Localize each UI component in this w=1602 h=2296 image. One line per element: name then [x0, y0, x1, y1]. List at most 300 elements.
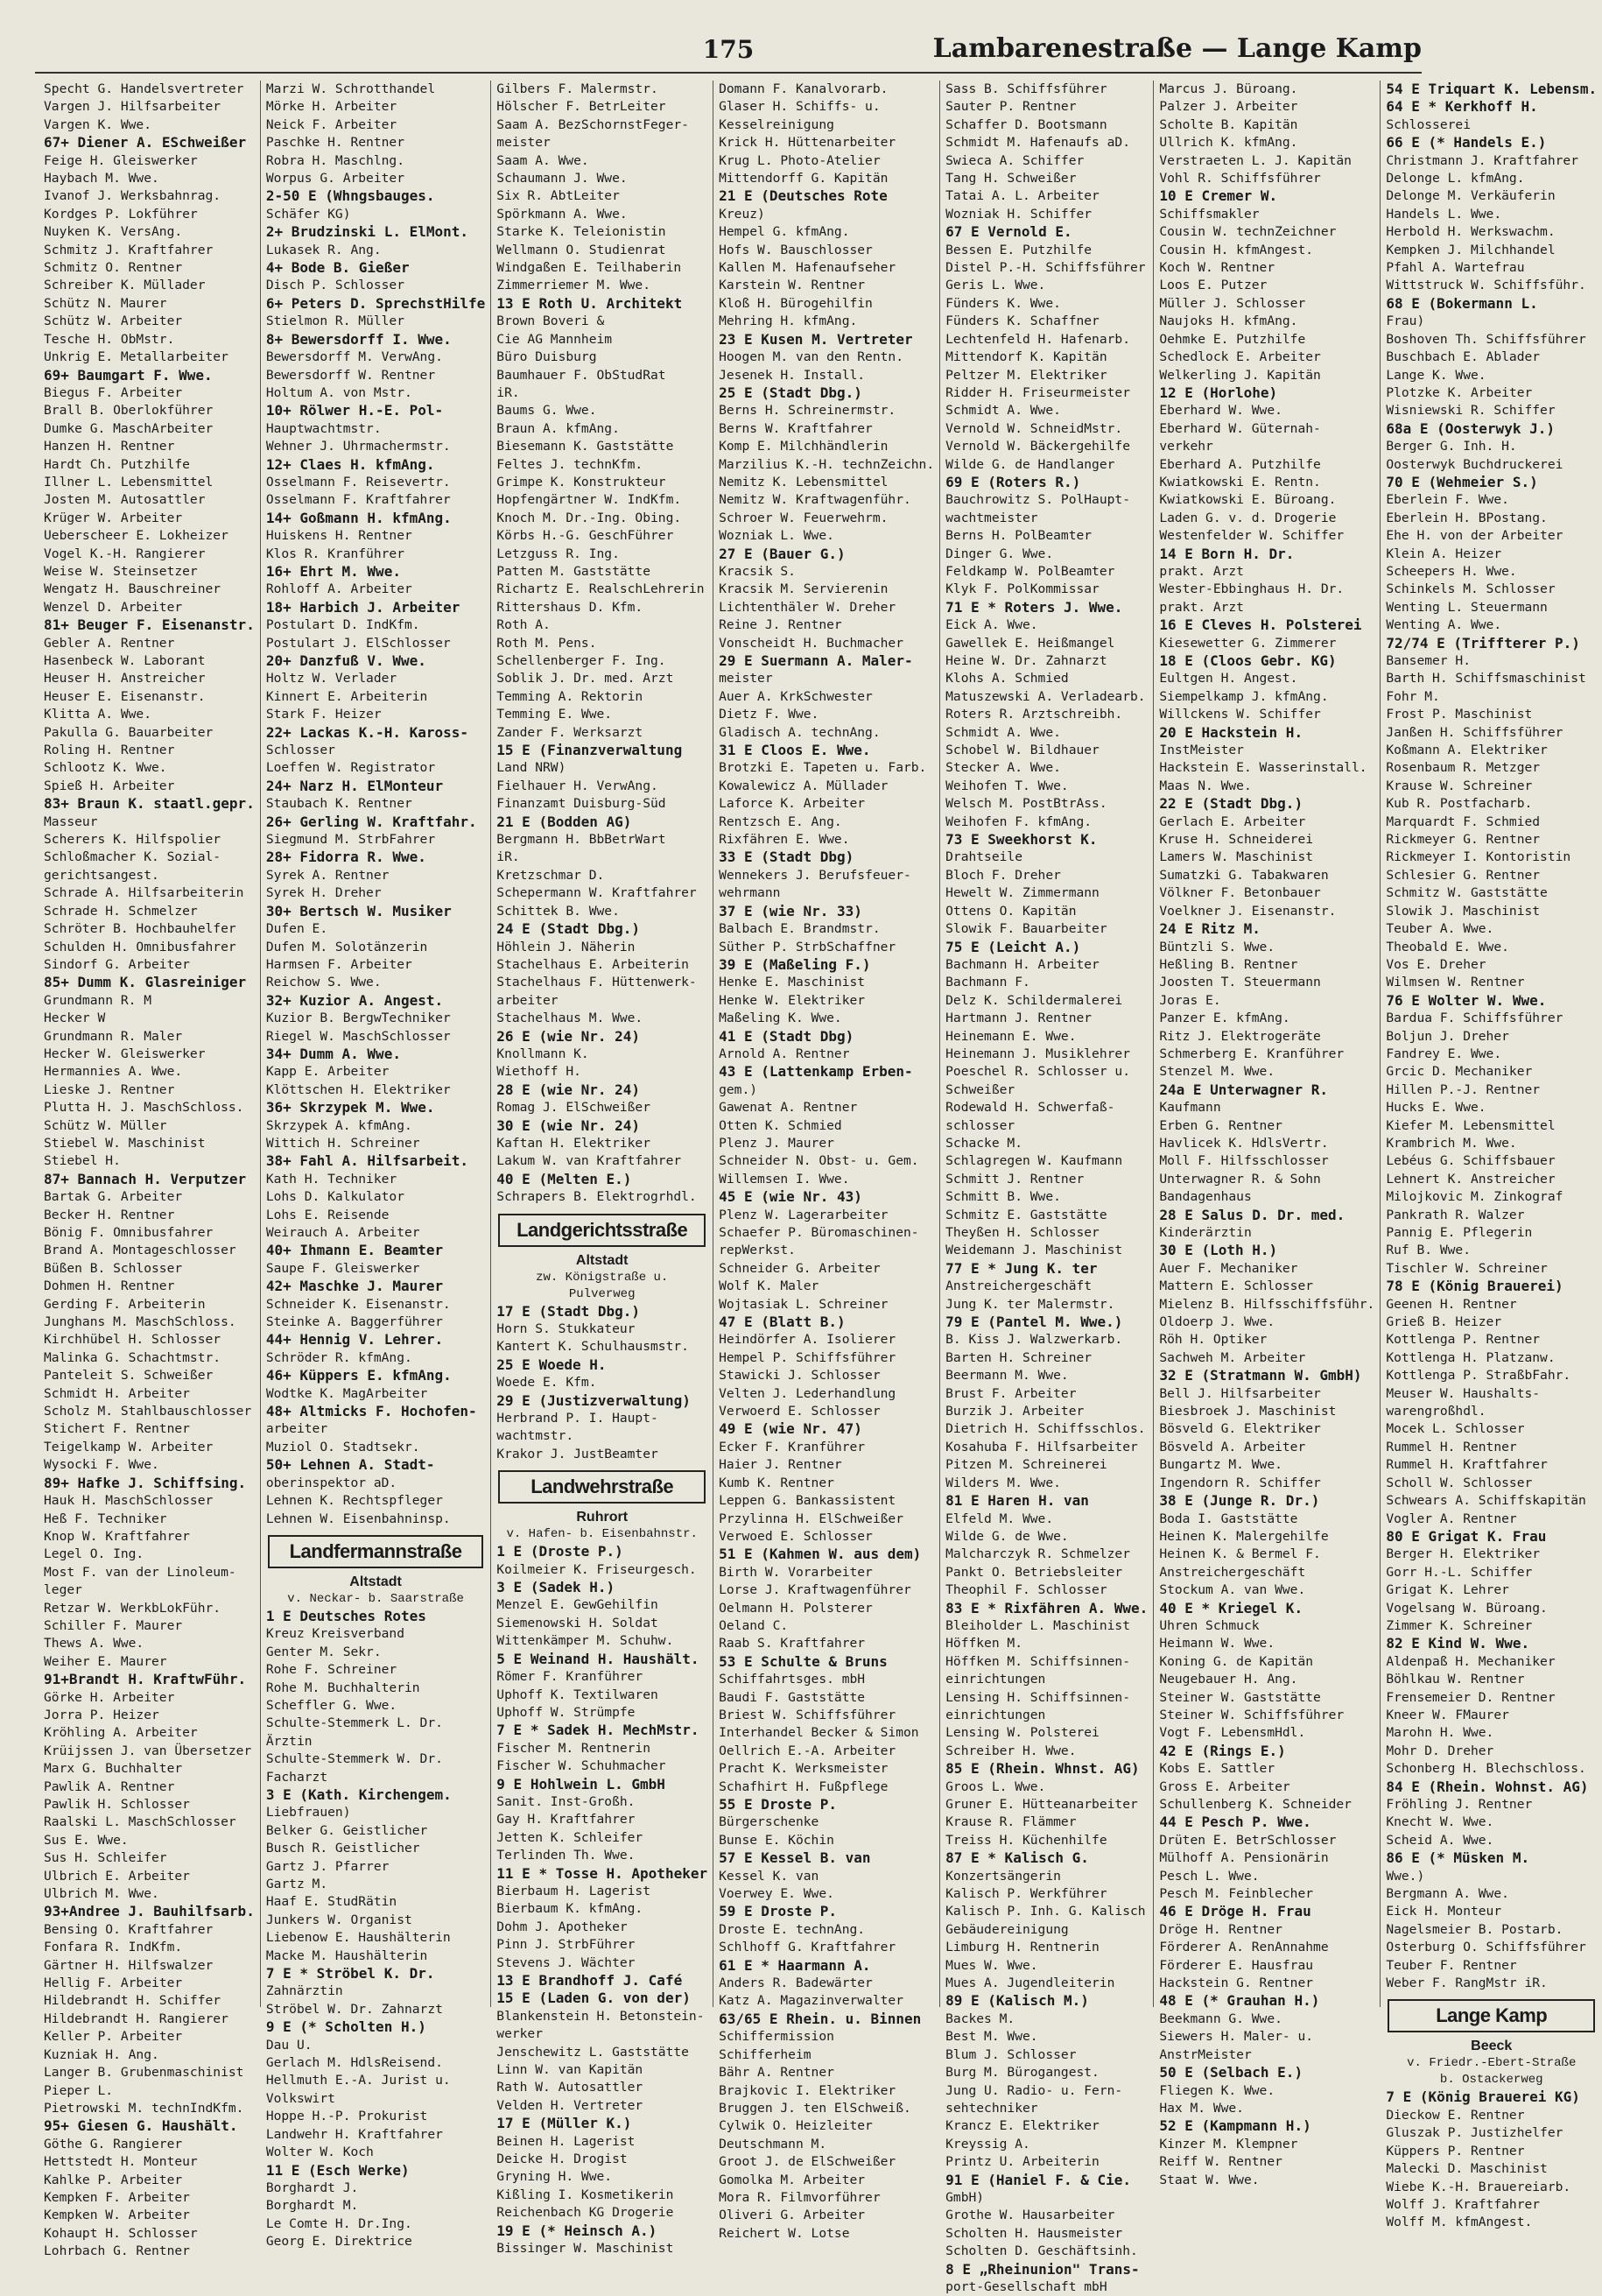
directory-entry: 28+ Fidorra R. Wwe.: [265, 849, 426, 866]
directory-entry: Swieca A. Schiffer: [945, 152, 1085, 168]
directory-entry: Malinka G. Schachtmstr.: [44, 1349, 221, 1365]
directory-entry: Burzik J. Arbeiter: [945, 1404, 1085, 1419]
directory-entry: Kaufmann: [1159, 1100, 1221, 1116]
directory-entry: Pfahl A. Wartefrau: [1386, 260, 1525, 276]
directory-entry: 63/65 E Rhein. u. Binnen: [719, 2010, 922, 2027]
directory-entry: Kohaupt H. Schlosser: [44, 2225, 198, 2241]
directory-entry: Facharzt: [265, 1769, 328, 1785]
directory-entry: 1 E Deutsches Rotes: [265, 1607, 426, 1624]
directory-entry: Tatai A. L. Arbeiter: [945, 188, 1100, 204]
directory-entry: Scholten D. Geschäftsinh.: [945, 2243, 1138, 2259]
directory-entry: Birth W. Vorarbeiter: [719, 1564, 873, 1580]
directory-entry: Brajkovic I. Elektriker: [719, 2082, 896, 2098]
directory-entry: Schmitt J. Rentner: [945, 1171, 1085, 1187]
directory-entry: Katz A. Magazinverwalter: [719, 1993, 903, 2009]
directory-entry: Biegus F. Arbeiter: [44, 384, 183, 400]
directory-entry: Lensing W. Polsterei: [945, 1725, 1100, 1741]
directory-entry: Temming A. Rektorin: [496, 688, 643, 704]
directory-entry: 44 E Pesch P. Wwe.: [1159, 1814, 1311, 1831]
directory-entry: B. Kiss J. Walzwerkarb.: [945, 1332, 1123, 1348]
directory-entry: Staubach K. Rentner: [265, 796, 412, 812]
directory-entry: Marohn H. Wwe.: [1386, 1725, 1494, 1741]
directory-entry: Ivanof J. Werksbahnrag.: [44, 188, 221, 204]
directory-entry: Mülhoff A. Pensionärin: [1159, 1850, 1329, 1866]
directory-entry: Bergmann H. BbBetrWart: [496, 832, 666, 848]
directory-entry: Burg M. Bürogangest.: [945, 2065, 1100, 2081]
directory-entry: Boda I. Gaststätte: [1159, 1511, 1298, 1526]
directory-entry: Feltes J. technKfm.: [496, 456, 643, 472]
directory-entry: Eberhard A. Putzhilfe: [1159, 456, 1321, 472]
directory-entry: Terlinden Th. Wwe.: [496, 1848, 636, 1863]
directory-entry: 7 E (König Brauerei KG): [1386, 2088, 1580, 2106]
directory-entry: Theophil F. Schlosser: [945, 1582, 1107, 1598]
directory-entry: Cousin H. kfmAngest.: [1159, 242, 1314, 257]
directory-entry: 33 E (Stadt Dbg): [719, 849, 854, 866]
directory-entry: Kallen M. Hafenaufseher: [719, 260, 896, 276]
directory-entry: Böhlkau W. Rentner: [1386, 1672, 1525, 1687]
directory-entry: Cie AG Mannheim: [496, 331, 613, 347]
directory-entry: Müller J. Schlosser: [1159, 295, 1306, 311]
directory-entry: Tang H. Schweißer: [945, 171, 1077, 187]
directory-entry: 84 E (Rhein. Wohnst. AG): [1386, 1778, 1589, 1795]
directory-entry: Liebenow E. Haushälterin: [265, 1930, 451, 1946]
directory-entry: Herbold H. Werkswachm.: [1386, 224, 1556, 240]
directory-entry: Ritz J. Elektrogeräte: [1159, 1028, 1321, 1044]
directory-entry: Boljun J. Dreher: [1386, 1028, 1509, 1044]
directory-entry: Schröter B. Hochbauhelfer: [44, 921, 236, 937]
directory-entry: Backes M.: [945, 2011, 1015, 2026]
directory-entry: Weise W. Steinsetzer: [44, 563, 198, 579]
directory-entry: Vargen J. Hilfsarbeiter: [44, 99, 221, 115]
directory-entry: Scheepers H. Wwe.: [1386, 563, 1517, 579]
directory-entry: Höffken M. Schiffsinnen-: [945, 1653, 1130, 1669]
directory-entry: Jung K. ter Malermstr.: [945, 1296, 1115, 1312]
directory-entry: 30 E (Loth H.): [1159, 1242, 1278, 1259]
directory-entry: Ullrich K. kfmAng.: [1159, 135, 1298, 151]
directory-entry: Schiffermission: [719, 2029, 834, 2045]
directory-entry: Klein A. Heizer: [1386, 546, 1502, 561]
directory-entry: Delonge M. Verkäuferin: [1386, 188, 1556, 204]
directory-entry: Gerding F. Arbeiterin: [44, 1296, 206, 1312]
column-5: [939, 81, 1153, 2294]
directory-entry: 13 E Brandhoff J. Café: [496, 1972, 683, 1989]
directory-entry: Römer F. Kranführer: [496, 1669, 643, 1685]
directory-entry: Pankt O. Betriebsleiter: [945, 1564, 1123, 1580]
directory-entry: Pracht K. Werksmeister: [719, 1761, 889, 1777]
directory-entry: Klos R. Kranführer: [265, 546, 404, 561]
directory-entry: Junghans M. MaschSchloss.: [44, 1314, 236, 1330]
directory-entry: Kosahuba F. Hilfsarbeiter: [945, 1439, 1138, 1454]
directory-entry: 11 E * Tosse H. Apotheker: [496, 1864, 708, 1882]
directory-entry: Schmidt M. Hafenaufs aD.: [945, 135, 1130, 151]
directory-entry: 79 E (Pantel M. Wwe.): [945, 1314, 1123, 1331]
directory-entry: 43 E (Lattenkamp Erben-: [719, 1063, 913, 1081]
directory-entry: Bell J. Hilfsarbeiter: [1159, 1385, 1321, 1401]
directory-entry: Kretzschmar D.: [496, 867, 605, 883]
directory-entry: Hermannies A. Wwe.: [44, 1064, 183, 1080]
directory-entry: Klöttschen H. Elektriker: [265, 1081, 451, 1097]
directory-entry: Stevens J. Wächter: [496, 1954, 636, 1970]
directory-entry: InstMeister: [1159, 743, 1244, 758]
directory-entry: Junkers W. Organist: [265, 1912, 412, 1927]
directory-entry: Berns H. PolBeamter: [945, 528, 1093, 544]
directory-entry: Pawlik A. Rentner: [44, 1778, 175, 1794]
directory-entry: Schittek B. Wwe.: [496, 903, 620, 919]
directory-entry: Wenting L. Steuermann: [1386, 599, 1548, 615]
directory-entry: Beinen H. Lagerist: [496, 2133, 636, 2149]
directory-entry: 59 E Droste P.: [719, 1903, 837, 1920]
directory-entry: Borghardt M.: [265, 2198, 359, 2214]
directory-entry: 22 E (Stadt Dbg.): [1159, 795, 1303, 813]
directory-entry: Specht G. Handelsvertreter: [44, 81, 244, 96]
directory-entry: Best M. Wwe.: [945, 2029, 1038, 2045]
directory-entry: Klyk F. PolKommissar: [945, 581, 1100, 597]
directory-entry: Schmidt H. Arbeiter: [44, 1385, 190, 1401]
directory-entry: 54 E Triquart K. Lebensm.: [1386, 81, 1598, 97]
directory-entry: Loos E. Putzer: [1159, 278, 1268, 293]
directory-entry: Nemitz W. Kraftwagenführ.: [719, 492, 911, 508]
directory-entry: Ecker F. Kranführer: [719, 1439, 866, 1454]
directory-entry: 19 E (* Heinsch A.): [496, 2222, 657, 2239]
directory-entry: Brotzki E. Tapeten u. Farb.: [719, 760, 927, 776]
directory-entry: 72/74 E (Triffterer P.): [1386, 634, 1580, 651]
directory-entry: 38 E (Junge R. Dr.): [1159, 1492, 1320, 1510]
directory-entry: Gomolka M. Arbeiter: [719, 2172, 866, 2187]
directory-entry: Dieckow E. Rentner: [1386, 2107, 1525, 2123]
directory-entry: Hax M. Wwe.: [1159, 2100, 1244, 2116]
directory-entry: Richartz E. RealschLehrerin: [496, 581, 705, 597]
directory-entry: 25 E Woede H.: [496, 1356, 607, 1373]
directory-entry: Boshoven Th. Schiffsführer: [1386, 331, 1586, 347]
directory-entry: Koning G. de Kapitän: [1159, 1653, 1314, 1669]
directory-entry: Kreuz): [719, 206, 765, 222]
directory-entry: Krüijssen J. van Übersetzer: [44, 1743, 252, 1758]
directory-entry: Zahnärztin: [265, 1983, 343, 1999]
directory-entry: Kesselreinigung: [719, 116, 834, 132]
directory-entry: Biesemann K. Gaststätte: [496, 439, 674, 454]
directory-entry: Konzertsängerin: [945, 1868, 1061, 1884]
directory-entry: Grimpe K. Konstrukteur: [496, 474, 666, 489]
directory-entry: Six R. AbtLeiter: [496, 188, 620, 204]
directory-entry: Mues A. Jugendleiterin: [945, 1976, 1115, 1991]
directory-entry: Hewelt W. Zimmermann: [945, 885, 1100, 901]
directory-entry: Vogelsang W. Büroang.: [1386, 1600, 1548, 1616]
directory-entry: Bandagenhaus: [1159, 1189, 1252, 1205]
directory-entry: Schulden H. Omnibusfahrer: [44, 939, 236, 954]
directory-entry: Rummel H. Rentner: [1386, 1439, 1517, 1454]
directory-entry: Nemitz K. Lebensmittel: [719, 474, 889, 489]
directory-entry: Kub R. Postfacharb.: [1386, 796, 1533, 812]
directory-entry: 27 E (Bauer G.): [719, 545, 846, 562]
directory-entry: 26+ Gerling W. Kraftfahr.: [265, 813, 477, 830]
directory-entry: Syrek H. Dreher: [265, 885, 382, 901]
directory-entry: Kißling I. Kosmetikerin: [496, 2187, 674, 2202]
directory-entry: Vogel K.-H. Rangierer: [44, 546, 206, 561]
directory-entry: Mohr D. Dreher: [1386, 1743, 1494, 1758]
column-7: [1380, 81, 1602, 2230]
directory-entry: Bissinger W. Maschinist: [496, 2241, 674, 2257]
directory-entry: Jenschewitz L. Gaststätte: [496, 2044, 689, 2060]
column-6: [1153, 81, 1380, 2187]
directory-entry: Grundmann R. Maler: [44, 1028, 183, 1044]
directory-entry: Holtum A. von Mstr.: [265, 384, 412, 400]
directory-entry: Siempelkamp J. kfmAng.: [1159, 688, 1329, 704]
directory-entry: Land NRW): [496, 760, 566, 776]
directory-entry: Krakor J. JustBeamter: [496, 1446, 658, 1461]
directory-entry: Unterwagner R. & Sohn: [1159, 1171, 1321, 1187]
directory-entry: Eick A. Wwe.: [945, 617, 1038, 633]
directory-entry: Kneer W. FMaurer: [1386, 1707, 1509, 1722]
directory-entry: Hellig F. Arbeiter: [44, 1976, 183, 1991]
directory-entry: Höhlein J. Näherin: [496, 939, 636, 954]
directory-entry: 55 E Droste P.: [719, 1796, 837, 1813]
directory-entry: Vogler A. Rentner: [1386, 1511, 1517, 1526]
directory-entry: Brand A. Montageschlosser: [44, 1243, 236, 1258]
directory-entry: Uphoff W. Strümpfe: [496, 1704, 636, 1720]
directory-entry: Reichenbach KG Drogerie: [496, 2205, 674, 2221]
directory-entry: Pietrowski M. technIndKfm.: [44, 2100, 244, 2116]
directory-entry: Kobs E. Sattler: [1159, 1761, 1275, 1777]
directory-entry: Verstraeten L. J. Kapitän: [1159, 152, 1352, 168]
directory-entry: Gryning H. Wwe.: [496, 2169, 613, 2185]
directory-entry: Kiefer M. Lebensmittel: [1386, 1117, 1556, 1133]
directory-entry: Heimann W. Wwe.: [1159, 1636, 1275, 1652]
directory-entry: Heß F. Techniker: [44, 1511, 167, 1526]
directory-entry: Schreiber K. Müllader: [44, 278, 206, 293]
directory-entry: Maßeling K. Wwe.: [719, 1011, 842, 1026]
directory-entry: 7 E * Sadek H. MechMstr.: [496, 1722, 699, 1739]
directory-entry: 53 E Schulte & Bruns: [719, 1652, 888, 1670]
directory-entry: Frost P. Maschinist: [1386, 707, 1533, 722]
directory-entry: Weirauch A. Arbeiter: [265, 1225, 420, 1240]
directory-entry: Rosenbaum R. Metzger: [1386, 760, 1541, 776]
directory-entry: Stockum A. van Wwe.: [1159, 1582, 1306, 1598]
directory-entry: Görke H. Arbeiter: [44, 1689, 175, 1705]
directory-entry: Bansemer H.: [1386, 653, 1471, 668]
directory-entry: 25 E (Stadt Dbg.): [719, 384, 862, 401]
directory-entry: Hecker W: [44, 1011, 106, 1026]
directory-entry: Rittershaus D. Kfm.: [496, 599, 643, 615]
directory-entry: Schmidt A. Wwe.: [945, 403, 1061, 419]
directory-entry: Wenzel D. Arbeiter: [44, 599, 183, 615]
directory-entry: Scheid A. Wwe.: [1386, 1832, 1494, 1848]
directory-entry: Sindorf G. Arbeiter: [44, 956, 190, 972]
directory-entry: einrichtungen: [945, 1672, 1046, 1687]
directory-entry: Lehnen W. Eisenbahninsp.: [265, 1511, 451, 1526]
directory-entry: Busch R. Geistlicher: [265, 1841, 420, 1856]
directory-entry: Hölscher F. BetrLeiter: [496, 99, 666, 115]
directory-entry: Auer F. Mechaniker: [1159, 1260, 1298, 1276]
directory-entry: Gartz J. Pfarrer: [265, 1858, 390, 1874]
directory-entry: Hellmuth E.-A. Jurist u.: [265, 2073, 451, 2088]
directory-entry: 31 E Cloos E. Wwe.: [719, 742, 871, 759]
directory-entry: Krug L. Photo-Atelier: [719, 152, 881, 168]
directory-entry: Körbs H.-G. GeschFührer: [496, 528, 674, 544]
directory-entry: 76 E Wolter W. Wwe.: [1386, 991, 1547, 1009]
directory-entry: Heinen K. & Bermel F.: [1159, 1546, 1321, 1562]
directory-entry: Plenz J. Maurer: [719, 1135, 834, 1151]
directory-entry: Ridder H. Friseurmeister: [945, 384, 1130, 400]
directory-entry: Eick H. Monteur: [1386, 1904, 1502, 1919]
directory-entry: Treiss H. Küchenhilfe: [945, 1832, 1107, 1848]
directory-entry: Gerlach E. Arbeiter: [1159, 813, 1306, 829]
directory-entry: Barth H. Schiffsmaschinist: [1386, 671, 1586, 687]
directory-entry: Cousin W. technZeichner: [1159, 224, 1337, 240]
directory-entry: Plotzke K. Arbeiter: [1386, 384, 1533, 400]
directory-entry: Osselmann F. Reisevertr.: [265, 474, 451, 489]
directory-entry: Oellrich E.-A. Arbeiter: [719, 1743, 896, 1758]
street-course: b. Ostackerweg: [1439, 2073, 1543, 2088]
directory-entry: Lange K. Wwe.: [1386, 367, 1486, 383]
directory-entry: Auer A. KrkSchwester: [719, 688, 873, 704]
directory-entry: Nuyken K. VersAng.: [44, 224, 183, 240]
directory-entry: Lechtenfeld H. Hafenarb.: [945, 331, 1130, 347]
directory-entry: 30 E (wie Nr. 24): [496, 1116, 641, 1134]
directory-entry: Bruggen J. ten ElSchweiß.: [719, 2100, 911, 2116]
directory-entry: 41 E (Stadt Dbg): [719, 1027, 854, 1045]
directory-entry: 69+ Baumgart F. Wwe.: [44, 366, 213, 384]
directory-entry: Wennekers J. Berufsfeuer-: [719, 867, 911, 883]
street-heading: Landwehrstraße: [498, 1470, 706, 1504]
directory-entry: Rohe M. Buchhalterin: [265, 1680, 420, 1695]
directory-entry: Menzel E. GewGehilfin: [496, 1597, 658, 1613]
directory-entry: Worpus G. Arbeiter: [265, 171, 404, 187]
directory-entry: Förderer E. Hausfrau: [1159, 1957, 1314, 1973]
directory-entry: Hopfengärtner W. IndKfm.: [496, 492, 682, 508]
directory-entry: Sanit. Inst-Großh.: [496, 1793, 636, 1809]
directory-entry: 16+ Ehrt M. Wwe.: [265, 562, 401, 580]
directory-entry: Drüten E. BetrSchlosser: [1159, 1832, 1337, 1848]
directory-entry: Schobel W. Bildhauer: [945, 743, 1100, 758]
directory-entry: Kuzior B. BergwTechniker: [265, 1011, 451, 1026]
directory-entry: Rixfähren E. Wwe.: [719, 832, 850, 848]
directory-entry: 22+ Lackas K.-H. Kaross-: [265, 723, 469, 741]
directory-entry: Knoch M. Dr.-Ing. Obing.: [496, 510, 682, 525]
directory-entry: Hackstein E. Wasserinstall.: [1159, 760, 1367, 776]
directory-entry: 83 E * Rixfähren A. Wwe.: [945, 1599, 1149, 1616]
directory-entry: Marzilius K.-H. technZeichn.: [719, 456, 935, 472]
directory-entry: Roth M. Pens.: [496, 635, 597, 651]
directory-entry: Leppen G. Bankassistent: [719, 1493, 896, 1509]
directory-entry: Knollmann K.: [496, 1046, 589, 1061]
directory-entry: Sus E. Wwe.: [44, 1832, 129, 1848]
directory-entry: Scholten H. Hausmeister: [945, 2225, 1123, 2241]
directory-entry: Scherers K. Hilfspolier: [44, 832, 221, 848]
directory-entry: Velten J. Lederhandlung: [719, 1385, 896, 1401]
directory-entry: 52 E (Kampmann H.): [1159, 2117, 1311, 2135]
directory-entry: Roth A.: [496, 617, 551, 633]
directory-entry: Zander F. Werksarzt: [496, 724, 643, 740]
directory-entry: 23 E Kusen M. Vertreter: [719, 330, 913, 348]
directory-entry: Steiner W. Schiffsführer: [1159, 1707, 1345, 1722]
directory-entry: Schullenberg K. Schneider: [1159, 1797, 1352, 1812]
directory-entry: Ingendorn R. Schiffer: [1159, 1475, 1321, 1490]
directory-entry: arbeiter: [265, 1421, 328, 1437]
directory-entry: meister: [719, 671, 773, 687]
directory-entry: Teigelkamp W. Arbeiter: [44, 1439, 214, 1454]
directory-entry: Büro Duisburg: [496, 349, 597, 365]
directory-entry: 21 E (Bodden AG): [496, 813, 632, 830]
directory-entry: Blum J. Schlosser: [945, 2046, 1077, 2062]
directory-entry: Muziol O. Stadtsekr.: [265, 1439, 420, 1454]
directory-entry: 34+ Dumm A. Wwe.: [265, 1045, 401, 1062]
directory-entry: 30+ Bertsch W. Musiker: [265, 902, 452, 919]
directory-entry: Heinemann J. Musiklehrer: [945, 1046, 1130, 1061]
directory-entry: Christmann J. Kraftfahrer: [1386, 152, 1578, 168]
directory-entry: Pankrath R. Walzer: [1386, 1207, 1525, 1222]
directory-entry: Schmitz J. Kraftfahrer: [44, 242, 214, 257]
directory-entry: iR.: [496, 384, 520, 400]
directory-entry: 86 E (* Müsken M.: [1386, 1849, 1530, 1867]
directory-entry: 49 E (wie Nr. 47): [719, 1420, 862, 1438]
directory-entry: Siegmund M. StrbFahrer: [265, 832, 436, 848]
directory-entry: Vogt F. LebensmHdl.: [1159, 1725, 1306, 1741]
directory-entry: Wehner J. Uhrmachermstr.: [265, 439, 451, 454]
directory-entry: Kath H. Techniker: [265, 1171, 397, 1187]
directory-entry: Stielmon R. Müller: [265, 313, 404, 329]
directory-entry: Verwoed E. Schlosser: [719, 1528, 873, 1544]
directory-entry: Ueberscheer E. Lokheizer: [44, 528, 228, 544]
directory-entry: Mora R. Filmvorführer: [719, 2189, 881, 2205]
directory-entry: Schütz W. Müller: [44, 1117, 167, 1133]
directory-entry: Kowalewicz A. Müllader: [719, 778, 889, 793]
directory-entry: Lohs D. Kalkulator: [265, 1189, 404, 1205]
directory-entry: Scholz M. Stahlbauschlosser: [44, 1404, 252, 1419]
directory-entry: Patten M. Gaststätte: [496, 563, 651, 579]
directory-entry: Lukasek R. Ang.: [265, 242, 382, 257]
directory-entry: Plenz W. Lagerarbeiter: [719, 1207, 889, 1222]
directory-entry: 83+ Braun K. staatl.gepr.: [44, 795, 255, 813]
directory-entry: Pakulla G. Bauarbeiter: [44, 724, 214, 740]
directory-entry: Kottlenga P. StraßbFahr.: [1386, 1368, 1571, 1384]
directory-entry: Steinke A. Baggerführer: [265, 1314, 443, 1330]
directory-entry: Fielhauer H. VerwAng.: [496, 778, 658, 793]
directory-entry: Le Comte H. Dr.Ing.: [265, 2215, 412, 2231]
directory-entry: 28 E Salus D. Dr. med.: [1159, 1206, 1346, 1223]
directory-entry: Schmerberg E. Kranführer: [1159, 1046, 1345, 1061]
directory-entry: Raab S. Kraftfahrer: [719, 1636, 866, 1652]
directory-entry: Slowik J. Maschinist: [1386, 903, 1541, 919]
column-4: [713, 81, 939, 2241]
directory-entry: Oeland C.: [719, 1617, 789, 1633]
directory-entry: Frau): [1386, 313, 1425, 329]
directory-entry: prakt. Arzt: [1159, 599, 1244, 615]
directory-entry: Voelkner J. Eisenanstr.: [1159, 903, 1337, 919]
directory-entry: 70 E (Wehmeier S.): [1386, 473, 1538, 490]
directory-entry: Schlesier G. Rentner: [1386, 867, 1541, 883]
directory-entry: Grigat K. Lehrer: [1386, 1582, 1509, 1598]
directory-entry: 2-50 E (Whngsbauges.: [265, 187, 435, 205]
directory-entry: Fonfara R. IndKfm.: [44, 1940, 183, 1955]
directory-entry: Pesch L. Wwe.: [1159, 1868, 1260, 1884]
directory-entry: Verwoerd E. Schlosser: [719, 1404, 881, 1419]
district-name: Ruhrort: [576, 1510, 629, 1525]
directory-entry: Feige H. Gleiswerker: [44, 152, 198, 168]
directory-entry: Haybach M. Wwe.: [44, 171, 159, 187]
directory-entry: Belker G. Geistlicher: [265, 1822, 428, 1838]
directory-entry: AnstrMeister: [1159, 2046, 1252, 2062]
directory-entry: Bergmann A. Wwe.: [1386, 1886, 1509, 1902]
directory-entry: 45 E (wie Nr. 43): [719, 1188, 862, 1206]
directory-entry: Schlhoff G. Kraftfahrer: [719, 1940, 896, 1955]
directory-entry: 81 E Haren H. van: [945, 1492, 1089, 1510]
directory-entry: 81+ Beuger F. Eisenanstr.: [44, 616, 255, 634]
directory-entry: 48 E (* Grauhan H.): [1159, 1992, 1320, 2010]
directory-entry: prakt. Arzt: [1159, 563, 1244, 579]
directory-entry: Voerwey E. Wwe.: [719, 1886, 834, 1902]
directory-entry: Peltzer M. Elektriker: [945, 367, 1107, 383]
directory-entry: Fischer M. Rentnerin: [496, 1740, 651, 1756]
